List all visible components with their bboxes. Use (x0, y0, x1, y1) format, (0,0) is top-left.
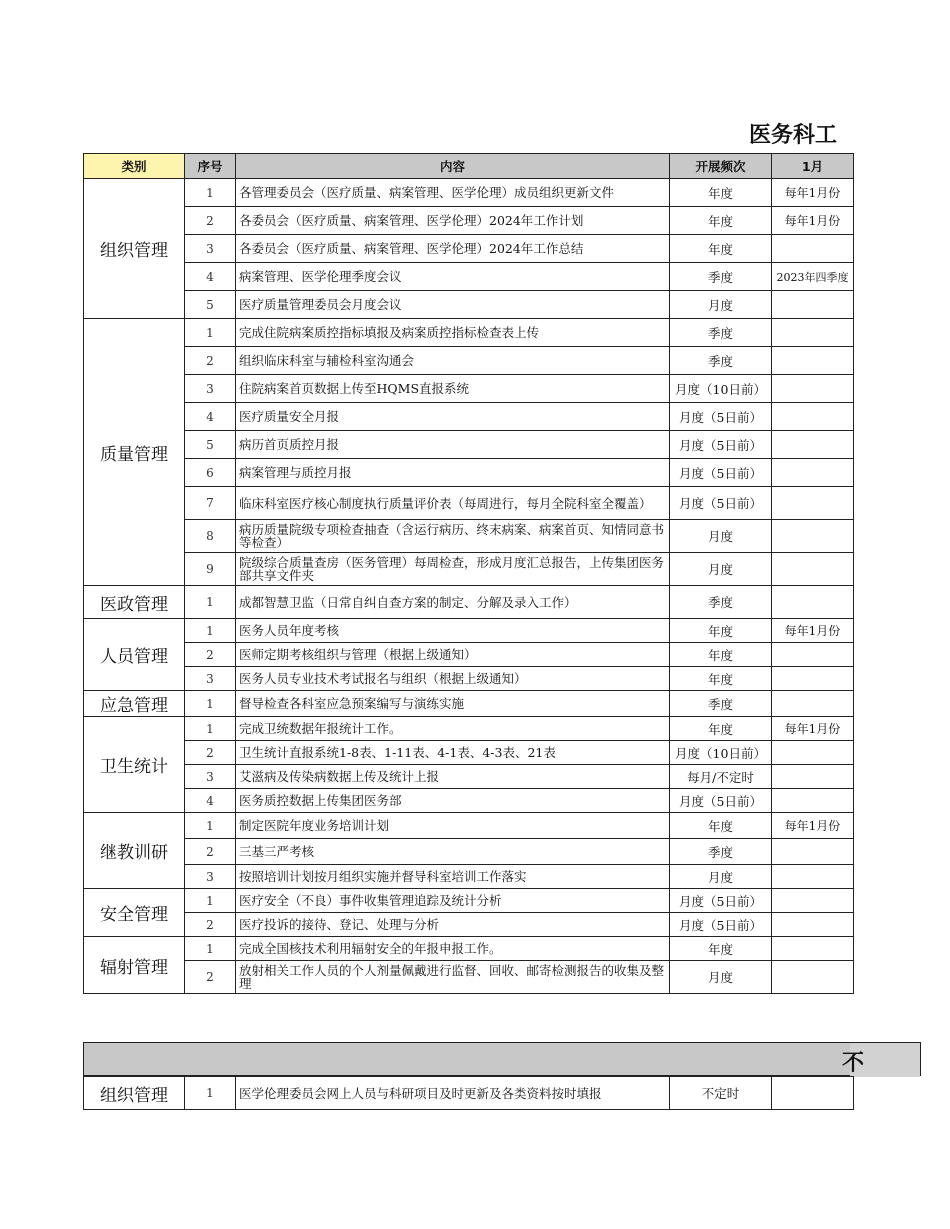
row-jan (772, 741, 854, 765)
row-jan (772, 789, 854, 813)
header-no: 序号 (185, 154, 236, 179)
row-no: 7 (185, 487, 236, 520)
row-frequency: 月度（5日前） (670, 913, 772, 937)
row-content: 成都智慧卫监（日常自纠自查方案的制定、分解及录入工作） (236, 586, 670, 619)
row-frequency: 月度（10日前） (670, 741, 772, 765)
row-no: 4 (185, 403, 236, 431)
row-jan (772, 431, 854, 459)
section-header-bar (83, 1042, 921, 1076)
row-frequency: 月度 (670, 961, 772, 994)
table-row (84, 765, 854, 789)
row-content: 医疗安全（不良）事件收集管理追踪及统计分析 (236, 889, 670, 913)
row-no: 6 (185, 459, 236, 487)
table-row (84, 291, 854, 319)
row-no: 8 (185, 520, 236, 553)
row-no: 2 (185, 741, 236, 765)
row-content: 医疗投诉的接待、登记、处理与分析 (236, 913, 670, 937)
table-row (84, 691, 854, 717)
row-jan (772, 291, 854, 319)
row-jan (772, 913, 854, 937)
row-jan (772, 643, 854, 667)
row-no: 3 (185, 667, 236, 691)
table-row (84, 459, 854, 487)
row-frequency: 月度（5日前） (670, 403, 772, 431)
row-jan (772, 403, 854, 431)
row-jan: 2023年四季度 (772, 263, 854, 291)
row-no: 3 (185, 375, 236, 403)
row-no: 1 (185, 889, 236, 913)
header-content: 内容 (236, 154, 670, 179)
row-content: 医务质控数据上传集团医务部 (236, 789, 670, 813)
table-row (84, 889, 854, 913)
row-jan (772, 937, 854, 961)
row-frequency: 年度 (670, 813, 772, 839)
table-row (84, 431, 854, 459)
category-cell: 组织管理 (84, 179, 185, 319)
row-jan (772, 235, 854, 263)
row-no: 1 (185, 691, 236, 717)
row-frequency: 年度 (670, 667, 772, 691)
table-row (84, 813, 854, 839)
row-no: 2 (185, 347, 236, 375)
row-frequency: 每月/不定时 (670, 765, 772, 789)
row-content: 医疗质量管理委员会月度会议 (236, 291, 670, 319)
row-frequency: 年度 (670, 179, 772, 207)
table-row (84, 961, 854, 994)
row-no: 3 (185, 235, 236, 263)
row-content: 完成住院病案质控指标填报及病案质控指标检查表上传 (236, 319, 670, 347)
row-content: 医务人员专业技术考试报名与组织（根据上级通知） (236, 667, 670, 691)
row-jan (772, 961, 854, 994)
row-no: 3 (185, 765, 236, 789)
row-no: 2 (185, 643, 236, 667)
row-content: 医师定期考核组织与管理（根据上级通知） (236, 643, 670, 667)
row-frequency: 年度 (670, 643, 772, 667)
row-no: 1 (185, 813, 236, 839)
row-content: 医务人员年度考核 (236, 619, 670, 643)
table-row (84, 179, 854, 207)
table-row (84, 1077, 854, 1110)
table-row (84, 789, 854, 813)
row-jan: 每年1月份 (772, 619, 854, 643)
row-content: 病历质量院级专项检查抽查（含运行病历、终末病案、病案首页、知情同意书等检查） (236, 520, 670, 553)
category-cell: 应急管理 (84, 691, 185, 717)
row-frequency: 月度（5日前） (670, 889, 772, 913)
row-jan (772, 319, 854, 347)
row-content: 完成全国核技术利用辐射安全的年报申报工作。 (236, 937, 670, 961)
row-content: 病案管理、医学伦理季度会议 (236, 263, 670, 291)
row-jan (772, 375, 854, 403)
table-header-row (84, 154, 854, 179)
row-content: 病历首页质控月报 (236, 431, 670, 459)
row-no: 2 (185, 961, 236, 994)
row-content: 病案管理与质控月报 (236, 459, 670, 487)
table-row (84, 619, 854, 643)
row-content: 放射相关工作人员的个人剂量佩戴进行监督、回收、邮寄检测报告的收集及整理 (236, 961, 670, 994)
row-no: 3 (185, 865, 236, 889)
row-jan (772, 765, 854, 789)
row-no: 4 (185, 789, 236, 813)
row-no: 1 (185, 717, 236, 741)
table-row (84, 375, 854, 403)
row-frequency: 年度 (670, 937, 772, 961)
row-no: 1 (185, 319, 236, 347)
header-category: 类别 (84, 154, 185, 179)
row-frequency: 季度 (670, 263, 772, 291)
row-content: 完成卫统数据年报统计工作。 (236, 717, 670, 741)
row-jan (772, 1077, 854, 1110)
row-content: 各管理委员会（医疗质量、病案管理、医学伦理）成员组织更新文件 (236, 179, 670, 207)
category-cell: 人员管理 (84, 619, 185, 691)
table-row (84, 717, 854, 741)
category-cell: 质量管理 (84, 319, 185, 586)
row-content: 卫生统计直报系统1-8表、1-11表、4-1表、4-3表、21表 (236, 741, 670, 765)
row-no: 2 (185, 207, 236, 235)
row-frequency: 年度 (670, 619, 772, 643)
row-jan: 每年1月份 (772, 207, 854, 235)
row-jan (772, 839, 854, 865)
table-row (84, 235, 854, 263)
row-jan (772, 520, 854, 553)
row-jan (772, 459, 854, 487)
row-frequency: 季度 (670, 691, 772, 717)
row-content: 三基三严考核 (236, 839, 670, 865)
row-frequency: 季度 (670, 319, 772, 347)
row-content: 医学伦理委员会网上人员与科研项目及时更新及各类资料按时填报 (236, 1077, 670, 1110)
row-frequency: 年度 (670, 235, 772, 263)
table-row (84, 553, 854, 586)
row-jan (772, 586, 854, 619)
row-no: 1 (185, 937, 236, 961)
row-content: 临床科室医疗核心制度执行质量评价表（每周进行，每月全院科室全覆盖） (236, 487, 670, 520)
row-content: 医疗质量安全月报 (236, 403, 670, 431)
row-no: 2 (185, 839, 236, 865)
row-no: 1 (185, 586, 236, 619)
section2-table (83, 1076, 854, 1110)
row-jan: 每年1月份 (772, 717, 854, 741)
table-row (84, 913, 854, 937)
row-jan (772, 889, 854, 913)
row-frequency: 月度（5日前） (670, 459, 772, 487)
row-frequency: 月度（10日前） (670, 375, 772, 403)
row-no: 9 (185, 553, 236, 586)
row-jan (772, 865, 854, 889)
section-title: 不 (842, 1051, 864, 1074)
row-frequency: 月度 (670, 553, 772, 586)
row-content: 组织临床科室与辅检科室沟通会 (236, 347, 670, 375)
row-no: 4 (185, 263, 236, 291)
row-content: 督导检查各科室应急预案编写与演练实施 (236, 691, 670, 717)
row-frequency: 月度 (670, 520, 772, 553)
header-jan: 1月 (772, 154, 854, 179)
row-content: 院级综合质量查房（医务管理）每周检查，形成月度汇总报告，上传集团医务部共享文件夹 (236, 553, 670, 586)
row-frequency: 季度 (670, 347, 772, 375)
category-cell: 辐射管理 (84, 937, 185, 994)
row-no: 1 (185, 619, 236, 643)
row-content: 艾滋病及传染病数据上传及统计上报 (236, 765, 670, 789)
table-row (84, 865, 854, 889)
row-content: 按照培训计划按月组织实施并督导科室培训工作落实 (236, 865, 670, 889)
row-jan (772, 553, 854, 586)
row-no: 5 (185, 431, 236, 459)
row-content: 各委员会（医疗质量、病案管理、医学伦理）2024年工作计划 (236, 207, 670, 235)
row-frequency: 月度（5日前） (670, 789, 772, 813)
row-content: 各委员会（医疗质量、病案管理、医学伦理）2024年工作总结 (236, 235, 670, 263)
category-cell: 继教训研 (84, 813, 185, 889)
row-no: 1 (185, 179, 236, 207)
category-cell: 医政管理 (84, 586, 185, 619)
row-frequency: 月度 (670, 865, 772, 889)
table-row (84, 347, 854, 375)
row-content: 制定医院年度业务培训计划 (236, 813, 670, 839)
header-frequency: 开展频次 (670, 154, 772, 179)
table-row (84, 487, 854, 520)
work-plan-table (83, 153, 854, 994)
page-title: 医务科工 (749, 123, 838, 148)
table-row (84, 643, 854, 667)
row-frequency: 季度 (670, 586, 772, 619)
table-row (84, 207, 854, 235)
table-row (84, 586, 854, 619)
row-no: 2 (185, 913, 236, 937)
category-cell: 组织管理 (84, 1077, 185, 1110)
row-jan (772, 691, 854, 717)
table-row (84, 520, 854, 553)
table-row (84, 937, 854, 961)
table-row (84, 741, 854, 765)
table-row (84, 403, 854, 431)
row-jan: 每年1月份 (772, 813, 854, 839)
row-frequency: 季度 (670, 839, 772, 865)
row-jan: 每年1月份 (772, 179, 854, 207)
row-frequency: 年度 (670, 207, 772, 235)
row-frequency: 月度（5日前） (670, 431, 772, 459)
row-frequency: 月度（5日前） (670, 487, 772, 520)
row-frequency: 不定时 (670, 1077, 772, 1110)
table-row (84, 667, 854, 691)
row-content: 住院病案首页数据上传至HQMS直报系统 (236, 375, 670, 403)
row-no: 1 (185, 1077, 236, 1110)
row-jan (772, 667, 854, 691)
row-jan (772, 347, 854, 375)
category-cell: 卫生统计 (84, 717, 185, 813)
category-cell: 安全管理 (84, 889, 185, 937)
table-row (84, 839, 854, 865)
row-frequency: 年度 (670, 717, 772, 741)
table-row (84, 263, 854, 291)
row-jan (772, 487, 854, 520)
row-no: 5 (185, 291, 236, 319)
table-row (84, 319, 854, 347)
row-frequency: 月度 (670, 291, 772, 319)
